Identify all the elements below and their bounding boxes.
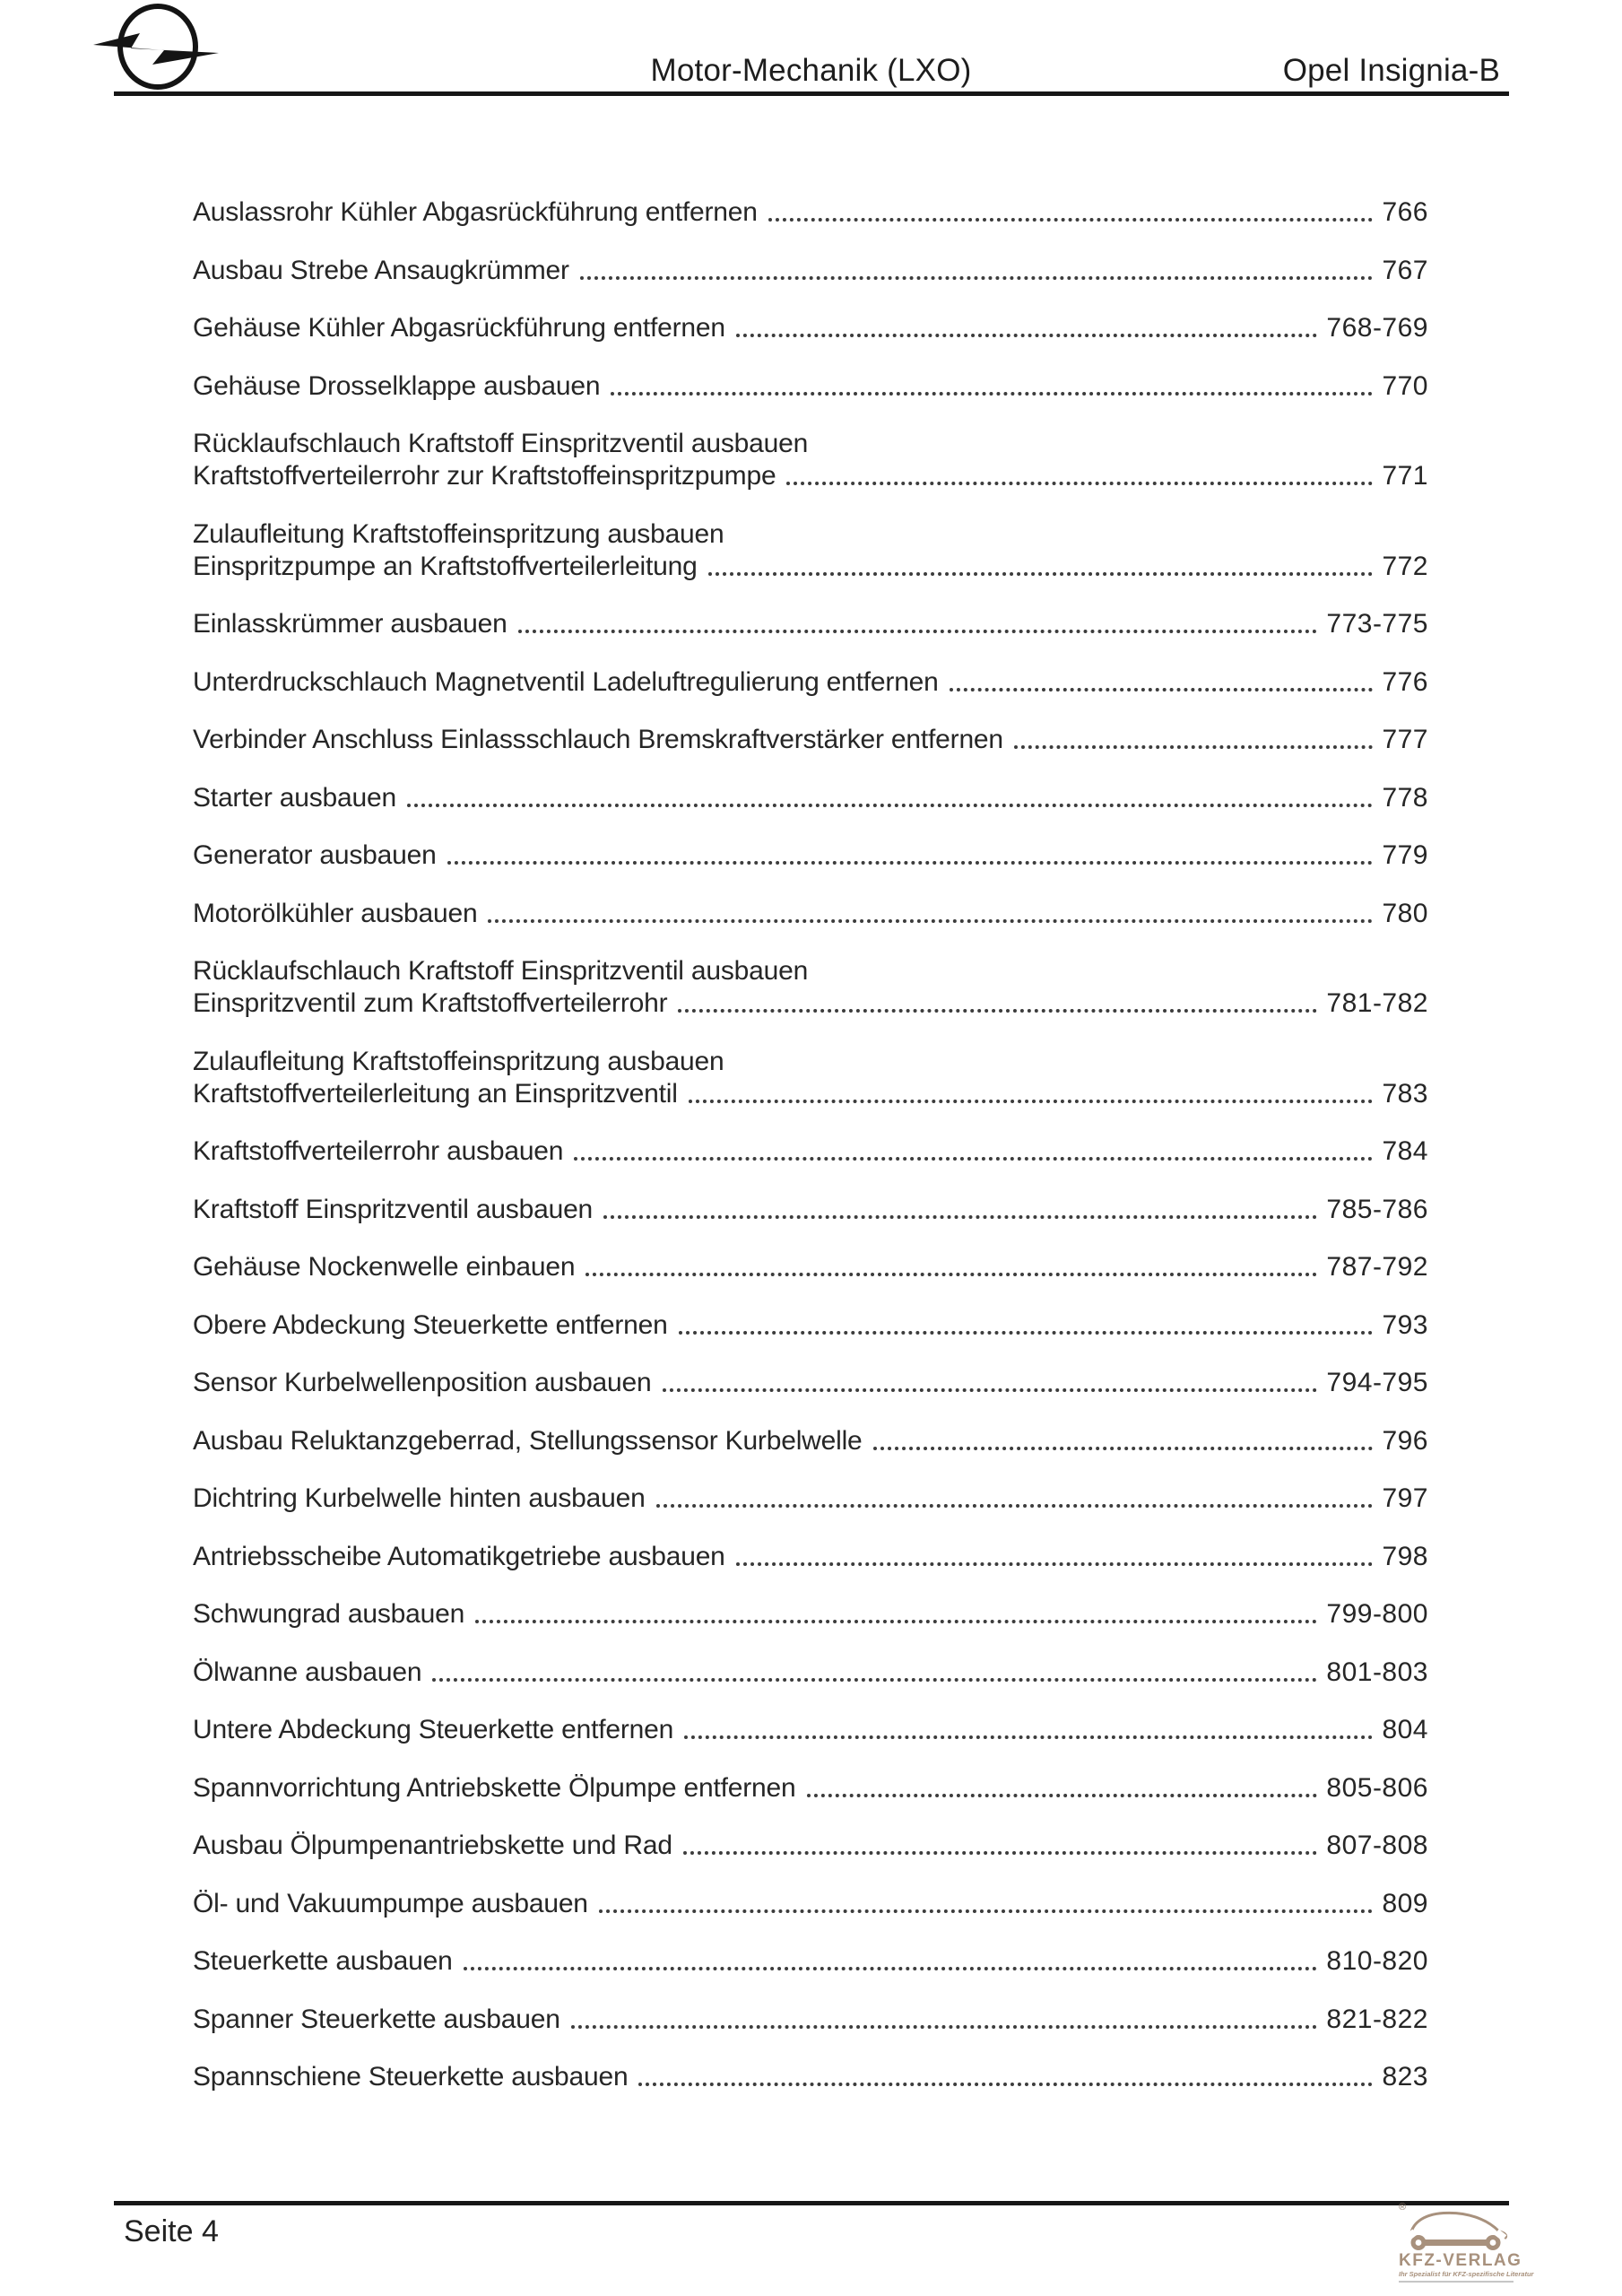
toc-entry: [193, 1888, 1428, 1920]
toc-entry-pages: 794-795: [1326, 1368, 1428, 1397]
dotted-leader: [656, 1504, 1374, 1508]
toc-entry-title: Schwungrad ausbauen: [193, 1599, 465, 1629]
toc-entry-title: Generator ausbauen: [193, 840, 437, 870]
toc-entry-pages: 784: [1382, 1136, 1428, 1166]
toc-entry-row: [193, 898, 1428, 930]
toc-entry: [193, 1046, 1428, 1110]
publisher-name: KFZ-VERLAG: [1399, 2251, 1522, 2270]
dotted-leader: [786, 482, 1373, 485]
dotted-leader: [518, 630, 1318, 633]
toc-entry-title: Steuerkette ausbauen: [193, 1946, 453, 1976]
toc-entry: [193, 370, 1428, 403]
toc-entry-pages: 823: [1382, 2062, 1428, 2092]
toc-entry-title: Ausbau Strebe Ansaugkrümmer: [193, 255, 569, 285]
toc-entry: [193, 898, 1428, 930]
toc-entry-title: Untere Abdeckung Steuerkette entfernen: [193, 1715, 674, 1744]
toc-entry-pages: 787-792: [1326, 1252, 1428, 1282]
toc-entry: [193, 1135, 1428, 1168]
toc-entry-row: [193, 551, 1428, 583]
toc-entry-pages: 780: [1382, 898, 1428, 928]
toc-entry-row: [193, 2061, 1428, 2093]
toc-entry: [193, 724, 1428, 756]
toc-entry-row: [193, 839, 1428, 872]
toc-entry-pages: 773-775: [1326, 609, 1428, 639]
table-of-contents: [193, 196, 1428, 2119]
toc-entry-row: [193, 255, 1428, 287]
dotted-leader: [663, 1388, 1318, 1392]
toc-entry-title: Spanner Steuerkette ausbauen: [193, 2004, 560, 2034]
toc-entry-title-line1: Rücklaufschlauch Kraftstoff Einspritzventil ausbauen: [193, 429, 809, 458]
toc-entry-row: [193, 782, 1428, 814]
toc-entry-row: [193, 1945, 1428, 1978]
toc-entry-pages: 768-769: [1326, 313, 1428, 343]
toc-entry-pages: 779: [1382, 840, 1428, 870]
dotted-leader: [475, 1620, 1317, 1623]
toc-entry-title-line2: Kraftstoffverteilerrohr zur Kraftstoffeinspritzpumpe: [193, 461, 776, 491]
toc-entry: [193, 666, 1428, 699]
toc-entry: [193, 839, 1428, 872]
toc-entry-pages: 785-786: [1326, 1194, 1428, 1224]
dotted-leader: [638, 2083, 1373, 2086]
toc-entry-pages: 796: [1382, 1425, 1428, 1456]
toc-entry-title: Unterdruckschlauch Magnetventil Ladeluftregulierung entfernen: [193, 666, 939, 697]
toc-entry-row: [193, 2004, 1428, 2036]
toc-entry: [193, 1251, 1428, 1283]
dotted-leader: [603, 1215, 1317, 1219]
toc-entry-title-line1: Rücklaufschlauch Kraftstoff Einspritzventil ausbauen: [193, 956, 809, 986]
toc-entry-pages: 793: [1382, 1309, 1428, 1340]
toc-entry-pages: 799-800: [1326, 1599, 1428, 1629]
toc-entry-row: [193, 608, 1428, 640]
dotted-leader: [580, 276, 1374, 280]
toc-entry-title: Kraftstoffverteilerrohr ausbauen: [193, 1136, 564, 1166]
dotted-leader: [407, 804, 1373, 807]
toc-entry-title: Antriebsscheibe Automatikgetriebe ausbauen: [193, 1541, 725, 1571]
toc-entry-row: [193, 196, 1428, 229]
toc-entry-title-line2: Kraftstoffverteilerleitung an Einspritzventil: [193, 1078, 678, 1109]
toc-entry-row: [193, 724, 1428, 756]
dotted-leader: [488, 919, 1373, 923]
toc-entry-title: Starter ausbauen: [193, 782, 396, 813]
toc-entry-pages: 821-822: [1326, 2004, 1428, 2034]
toc-entry: [193, 1194, 1428, 1226]
toc-entry: [193, 518, 1428, 583]
toc-entry: [193, 782, 1428, 814]
dotted-leader: [689, 1100, 1374, 1103]
toc-entry-pages: 810-820: [1326, 1946, 1428, 1976]
footer-rule: [114, 2201, 1509, 2205]
toc-entry: [193, 1657, 1428, 1689]
document-title: Motor-Mechanik (LXO): [650, 53, 972, 88]
toc-entry-pages: 797: [1382, 1483, 1428, 1513]
vehicle-model-label: Opel Insignia-B: [1282, 53, 1500, 88]
toc-entry: [193, 2004, 1428, 2036]
dotted-leader: [736, 1562, 1374, 1566]
dotted-leader: [873, 1447, 1374, 1450]
toc-entry-title-line2: Einspritzventil zum Kraftstoffverteilerrohr: [193, 988, 668, 1018]
toc-entry-title: Dichtring Kurbelwelle hinten ausbauen: [193, 1483, 646, 1513]
header-rule: [114, 91, 1509, 96]
dotted-leader: [708, 572, 1374, 576]
publisher-tagline: Ihr Spezialist für KFZ-spezifische Literatur: [1399, 2270, 1534, 2278]
toc-entry-row: [193, 312, 1428, 344]
toc-entry-row: [193, 1251, 1428, 1283]
toc-entry-title: Öl- und Vakuumpumpe ausbauen: [193, 1888, 588, 1918]
toc-entry-pages: 801-803: [1326, 1657, 1428, 1687]
toc-entry-title: Gehäuse Drosselklappe ausbauen: [193, 370, 601, 401]
toc-entry-pages: 807-808: [1326, 1831, 1428, 1860]
toc-entry-row: [193, 1772, 1428, 1805]
toc-entry-title: Verbinder Anschluss Einlassschlauch Bremskraftverstärker entfernen: [193, 725, 1003, 754]
toc-entry-pages: 777: [1382, 725, 1428, 754]
toc-entry-row: [193, 1888, 1428, 1920]
toc-entry-row: [193, 1483, 1428, 1515]
publisher-logo: [1399, 2202, 1534, 2283]
toc-entry: [193, 428, 1428, 492]
toc-entry-title: Spannvorrichtung Antriebskette Ölpumpe entfernen: [193, 1772, 796, 1803]
toc-entry: [193, 1598, 1428, 1631]
dotted-leader: [683, 1851, 1318, 1855]
dotted-leader: [678, 1009, 1317, 1013]
toc-entry-pages: 771: [1382, 461, 1428, 491]
toc-entry-pages: 798: [1382, 1541, 1428, 1571]
toc-entry: [193, 1714, 1428, 1746]
toc-entry-row: [193, 1367, 1428, 1399]
toc-entry-row: [193, 1135, 1428, 1168]
toc-entry: [193, 1830, 1428, 1862]
toc-entry-row: [193, 1425, 1428, 1457]
toc-entry-title: Einlasskrümmer ausbauen: [193, 609, 507, 639]
toc-entry: [193, 955, 1428, 1020]
toc-entry-row: [193, 1598, 1428, 1631]
car-wrench-icon: [1404, 2210, 1508, 2252]
toc-entry-pages: 766: [1382, 197, 1428, 227]
toc-entry-title: Ausbau Reluktanzgeberrad, Stellungssensor Kurbelwelle: [193, 1425, 863, 1456]
toc-entry-title: Motorölkühler ausbauen: [193, 898, 478, 928]
toc-entry-row: [193, 460, 1428, 492]
toc-entry-row: [193, 370, 1428, 403]
toc-entry-row: [193, 666, 1428, 699]
toc-entry: [193, 1772, 1428, 1805]
toc-entry-title: Ausbau Ölpumpenantriebskette und Rad: [193, 1831, 672, 1860]
toc-entry-pages: 783: [1382, 1078, 1428, 1109]
toc-entry-row: [193, 987, 1428, 1020]
dotted-leader: [1014, 745, 1374, 749]
toc-entry-row: [193, 1194, 1428, 1226]
toc-entry-row: [193, 1830, 1428, 1862]
toc-entry-title: Obere Abdeckung Steuerkette entfernen: [193, 1309, 668, 1340]
toc-entry-pages: 770: [1382, 370, 1428, 401]
dotted-leader: [599, 1909, 1374, 1913]
toc-entry-row: [193, 1657, 1428, 1689]
toc-entry: [193, 1425, 1428, 1457]
toc-entry-pages: 809: [1382, 1888, 1428, 1918]
toc-entry-pages: 772: [1382, 551, 1428, 581]
toc-entry-pages: 778: [1382, 782, 1428, 813]
dotted-leader: [807, 1794, 1318, 1797]
toc-entry: [193, 1945, 1428, 1978]
toc-entry: [193, 1367, 1428, 1399]
toc-entry-title: Gehäuse Nockenwelle einbauen: [193, 1252, 576, 1282]
toc-entry-row: [193, 1714, 1428, 1746]
registered-trademark: ®: [1399, 2202, 1407, 2213]
dotted-leader: [574, 1157, 1373, 1161]
dotted-leader: [679, 1331, 1374, 1335]
dotted-leader: [950, 688, 1374, 691]
toc-entry: [193, 2061, 1428, 2093]
toc-entry: [193, 255, 1428, 287]
toc-entry-row: [193, 1309, 1428, 1342]
dotted-leader: [736, 334, 1318, 337]
toc-entry-title: Auslassrohr Kühler Abgasrückführung entfernen: [193, 197, 758, 227]
toc-entry-title: Spannschiene Steuerkette ausbauen: [193, 2062, 629, 2092]
toc-entry-pages: 804: [1382, 1715, 1428, 1744]
toc-entry: [193, 196, 1428, 229]
toc-entry-row: [193, 1078, 1428, 1110]
toc-entry-pages: 781-782: [1326, 988, 1428, 1018]
toc-entry-title-line1: Zulaufleitung Kraftstoffeinspritzung ausbauen: [193, 518, 724, 549]
toc-entry-title: Ölwanne ausbauen: [193, 1657, 422, 1687]
dotted-leader: [611, 392, 1373, 396]
page-number-label: Seite 4: [124, 2214, 219, 2248]
dotted-leader: [571, 2025, 1318, 2029]
toc-entry-title: Gehäuse Kühler Abgasrückführung entfernen: [193, 313, 725, 343]
toc-entry-pages: 767: [1382, 255, 1428, 285]
toc-entry-title-line1: Zulaufleitung Kraftstoffeinspritzung ausbauen: [193, 1046, 724, 1076]
toc-entry: [193, 1309, 1428, 1342]
toc-entry: [193, 312, 1428, 344]
toc-entry-pages: 776: [1382, 666, 1428, 697]
dotted-leader: [447, 861, 1374, 865]
toc-entry-row: [193, 1541, 1428, 1573]
toc-entry-title: Sensor Kurbelwellenposition ausbauen: [193, 1368, 652, 1397]
dotted-leader: [432, 1678, 1317, 1682]
toc-entry-title: Kraftstoff Einspritzventil ausbauen: [193, 1194, 594, 1224]
dotted-leader: [684, 1735, 1373, 1739]
dotted-leader: [768, 218, 1374, 222]
toc-entry: [193, 608, 1428, 640]
toc-entry-pages: 805-806: [1326, 1772, 1428, 1803]
dotted-leader: [464, 1967, 1318, 1970]
toc-entry-title-line2: Einspritzpumpe an Kraftstoffverteilerleitung: [193, 551, 698, 581]
dotted-leader: [585, 1273, 1317, 1276]
toc-entry: [193, 1483, 1428, 1515]
toc-entry: [193, 1541, 1428, 1573]
